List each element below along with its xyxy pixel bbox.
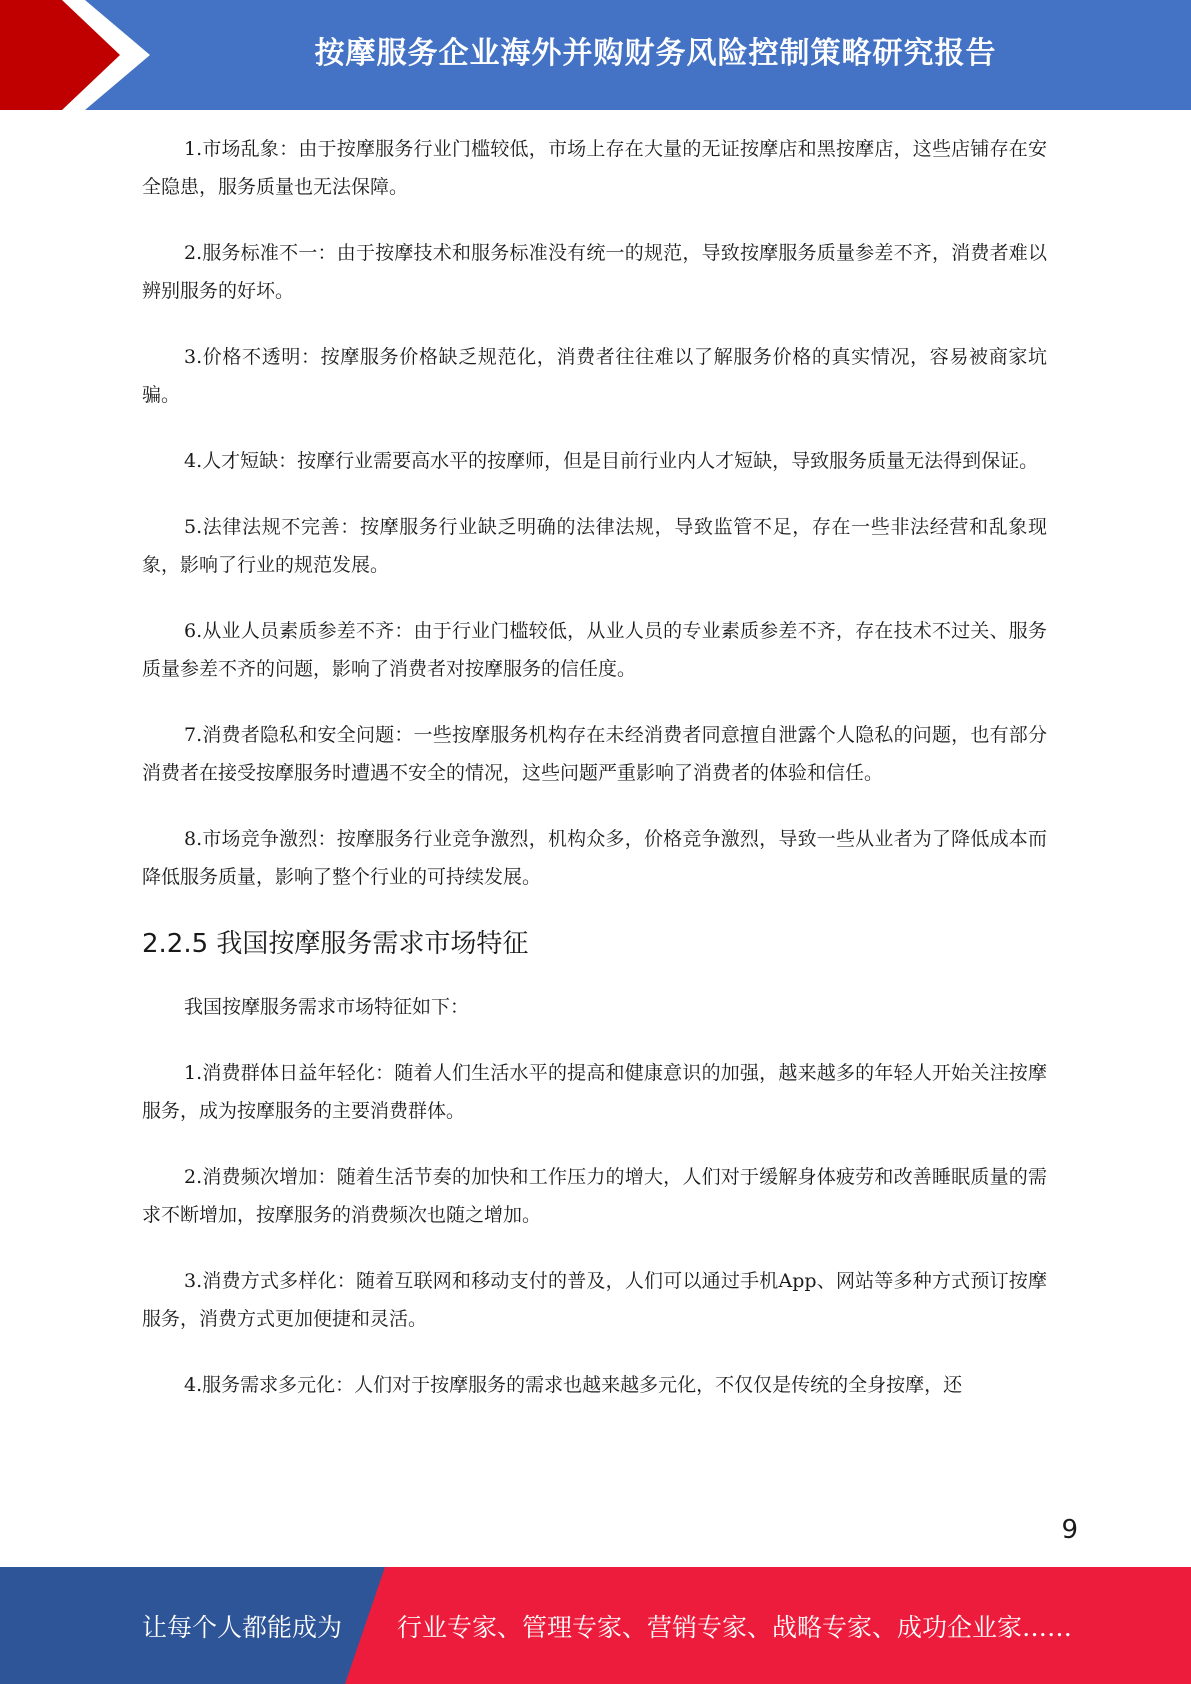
page-number: 9: [1061, 1515, 1078, 1545]
header-title: 按摩服务企业海外并购财务风险控制策略研究报告: [314, 36, 997, 71]
paragraph: 4.人才短缺：按摩行业需要高水平的按摩师，但是目前行业内人才短缺，导致服务质量无法得到保证。: [184, 450, 1039, 472]
section-heading: 2.2.5 我国按摩服务需求市场特征: [142, 929, 529, 959]
paragraph: 4.服务需求多元化：人们对于按摩服务的需求也越来越多元化，不仅仅是传统的全身按摩，还: [184, 1374, 963, 1396]
document-body: [142, 130, 1047, 1432]
paragraph: 1.市场乱象：由于按摩服务行业门槛较低，市场上存在大量的无证按摩店和黑按摩店，这些店铺存在安全隐患，服务质量也无法保障。: [142, 138, 1047, 198]
paragraph: 7.消费者隐私和安全问题：一些按摩服务机构存在未经消费者同意擅自泄露个人隐私的问题，也有部分消费者在接受按摩服务时遭遇不安全的情况，这些问题严重影响了消费者的体验和信任。: [142, 724, 1047, 784]
paragraph: 8.市场竞争激烈：按摩服务行业竞争激烈，机构众多，价格竞争激烈，导致一些从业者为了降低成本而降低服务质量，影响了整个行业的可持续发展。: [142, 828, 1047, 888]
footer-slogan-right: 行业专家、管理专家、营销专家、战略专家、成功企业家……: [397, 1612, 1073, 1642]
paragraph: 3.消费方式多样化：随着互联网和移动支付的普及，人们可以通过手机App、网站等多种方式预订按摩服务，消费方式更加便捷和灵活。: [142, 1270, 1047, 1330]
page-header: [0, 0, 1191, 110]
paragraph: 2.服务标准不一：由于按摩技术和服务标准没有统一的规范，导致按摩服务质量参差不齐，消费者难以辨别服务的好坏。: [142, 242, 1047, 302]
section-intro: 我国按摩服务需求市场特征如下：: [184, 996, 470, 1018]
footer-slogan-left: 让每个人都能成为: [142, 1612, 343, 1642]
paragraph: 3.价格不透明：按摩服务价格缺乏规范化，消费者往往难以了解服务价格的真实情况，容易被商家坑骗。: [142, 346, 1047, 406]
paragraph: 1.消费群体日益年轻化：随着人们生活水平的提高和健康意识的加强，越来越多的年轻人开始关注按摩服务，成为按摩服务的主要消费群体。: [142, 1062, 1047, 1122]
paragraph: 2.消费频次增加：随着生活节奏的加快和工作压力的增大，人们对于缓解身体疲劳和改善睡眠质量的需求不断增加，按摩服务的消费频次也随之增加。: [142, 1166, 1047, 1226]
page-footer: [0, 1567, 1191, 1684]
paragraph: 6.从业人员素质参差不齐：由于行业门槛较低，从业人员的专业素质参差不齐，存在技术不过关、服务质量参差不齐的问题，影响了消费者对按摩服务的信任度。: [142, 620, 1047, 680]
paragraph: 5.法律法规不完善：按摩服务行业缺乏明确的法律法规，导致监管不足，存在一些非法经营和乱象现象，影响了行业的规范发展。: [142, 516, 1047, 576]
